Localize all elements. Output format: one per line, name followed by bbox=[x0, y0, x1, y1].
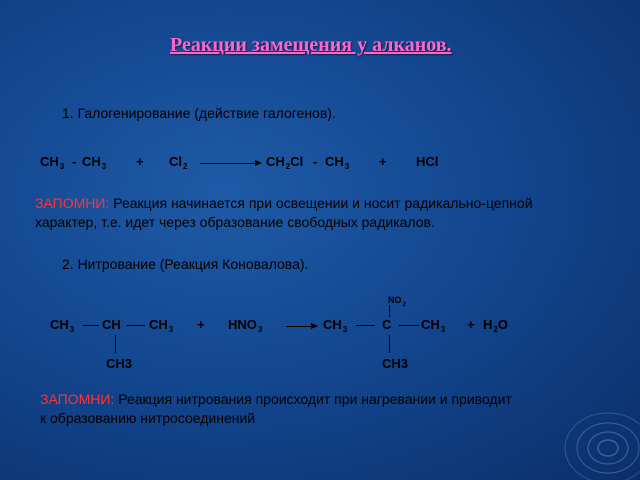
r1-ch3-a: $CH_3$ bbox=[40, 154, 65, 171]
r2-hno3: $HNO_3$ bbox=[228, 317, 263, 334]
r2-branch-bond-left bbox=[115, 335, 116, 353]
r1-ch2cl: $CH_2Cl$ bbox=[266, 154, 304, 171]
r1-ch3-c: $CH_3$ bbox=[325, 154, 350, 171]
r1-cl2: $Cl_2$ bbox=[169, 154, 188, 171]
r2-branch-ch3-right: CH3 bbox=[382, 356, 409, 371]
r2-ch3-c: $CH_3$ bbox=[323, 317, 348, 334]
r2-ch: CH bbox=[102, 317, 121, 332]
r1-hcl: HCl bbox=[416, 154, 439, 169]
r1-ch3-b: $CH_3$ bbox=[82, 154, 107, 171]
note1-line1: ЗАПОМНИ: Реакция начинается при освещении и носит радикально-цепной bbox=[35, 195, 533, 211]
r2-bond-b bbox=[127, 325, 145, 326]
r2-bond-d bbox=[399, 325, 419, 326]
r2-c: C bbox=[382, 317, 392, 332]
note2-line2: к образованию нитросоединений bbox=[40, 410, 256, 426]
r1-arrow-shaft bbox=[200, 163, 255, 164]
r2-no2-bond bbox=[389, 305, 390, 317]
note1-line2: характер, т.е. идет через образование свободных радикалов. bbox=[35, 214, 435, 230]
water-ripple-decoration bbox=[530, 370, 640, 480]
r1-dash-a: - bbox=[72, 154, 77, 169]
r2-no2: $NO_2$ bbox=[388, 295, 406, 308]
r2-bond-a bbox=[83, 325, 99, 326]
r2-ch3-a: $CH_3$ bbox=[50, 317, 75, 334]
r2-arrow-head bbox=[311, 323, 318, 329]
r2-plus-b: + bbox=[467, 317, 475, 332]
r2-ch3-b: $CH_3$ bbox=[149, 317, 174, 334]
r1-dash-b: - bbox=[313, 154, 318, 169]
r1-plus-b: + bbox=[379, 154, 387, 169]
page-title: Реакции замещения у алканов. bbox=[170, 34, 452, 56]
section-halogenation: 1. Галогенирование (действие галогенов). bbox=[62, 105, 336, 121]
r2-plus-a: + bbox=[197, 317, 205, 332]
section-nitration: 2. Нитрование (Реакция Коновалова). bbox=[62, 256, 309, 272]
r1-arrow-head bbox=[255, 160, 262, 166]
r2-h2o: $H_2O$ bbox=[483, 317, 508, 334]
r2-branch-bond-right bbox=[389, 335, 390, 353]
r2-bond-c bbox=[356, 325, 375, 326]
note2-line1: ЗАПОМНИ: Реакция нитрования происходит при нагревании и приводит bbox=[40, 391, 512, 407]
r1-plus-a: + bbox=[136, 154, 144, 169]
r2-ch3-d: $CH_3$ bbox=[421, 317, 446, 334]
r2-arrow-shaft bbox=[286, 326, 311, 327]
r2-branch-ch3-left: CH3 bbox=[106, 356, 133, 371]
